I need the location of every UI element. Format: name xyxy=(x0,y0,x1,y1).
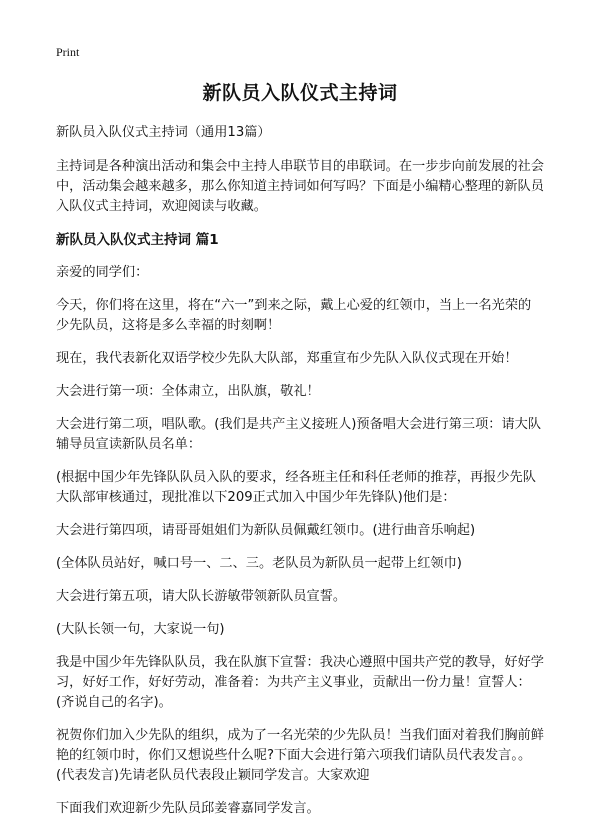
paragraph: 祝贺你们加入少先队的组织，成为了一名光荣的少先队员！当我们面对着我们胸前鲜艳的红领巾时，你们又想说些什么呢?下面大会进行第六项我们请队员代表发言。。(代表发言)先请老队员代表段止颖同学发言。大家欢迎 xyxy=(56,728,544,783)
paragraph: (根据中国少年先锋队队员入队的要求，经各班主任和科任老师的推荐，再报少先队大队部审核通过，现批准以下209正式加入中国少年先锋队)他们是： xyxy=(56,470,536,505)
page-title: 新队员入队仪式主持词 xyxy=(202,82,398,104)
intro-paragraph: 主持词是各种演出活动和集会中主持人串联节目的串联词。在一步步向前发展的社会中，活动集会越来越多，那么你知道主持词如何写吗？下面是小编精心整理的新队员入队仪式主持词，欢迎阅读与收藏。 xyxy=(56,159,544,214)
paragraph: (全体队员站好，喊口号一、二、三。老队员为新队员一起带上红领巾) xyxy=(56,556,462,571)
paragraph: 大会进行第四项，请哥哥姐姐们为新队员佩戴红领巾。(进行曲音乐响起) xyxy=(56,523,476,538)
paragraph: 下面我们欢迎新少先队员邱姜睿嘉同学发言。 xyxy=(56,801,320,816)
paragraph: 现在，我代表新化双语学校少先队大队部，郑重宣布少先队入队仪式现在开始！ xyxy=(56,351,518,366)
article-subtitle: 新队员入队仪式主持词（通用13篇） xyxy=(56,125,271,140)
paragraph: 我是中国少年先锋队队员，我在队旗下宣誓：我决心遵照中国共产党的教导，好好学习，好好工作，好好劳动，准备着：为共产主义事业，贡献出一份力量！宣誓人：(齐说自己的名字)。 xyxy=(56,655,544,710)
article-body xyxy=(56,123,544,832)
paragraph: 大会进行第五项，请大队长游敏带领新队员宣誓。 xyxy=(56,589,347,604)
paragraph: 今天，你们将在这里，将在“六一”到来之际，戴上心爱的红领巾，当上一名光荣的少先队员，这将是多么幸福的时刻啊！ xyxy=(56,298,532,333)
print-link[interactable]: Print xyxy=(56,45,80,59)
paragraph: (大队长领一句，大家说一句) xyxy=(56,622,225,637)
paragraph: 亲爱的同学们： xyxy=(56,265,149,280)
section-heading: 新队员入队仪式主持词 篇1 xyxy=(56,232,219,248)
paragraph: 大会进行第一项：全体肃立，出队旗，敬礼！ xyxy=(56,384,320,399)
paragraph: 大会进行第二项，唱队歌。(我们是共产主义接班人)预备唱大会进行第三项：请大队辅导员宣读新队员名单： xyxy=(56,417,542,452)
